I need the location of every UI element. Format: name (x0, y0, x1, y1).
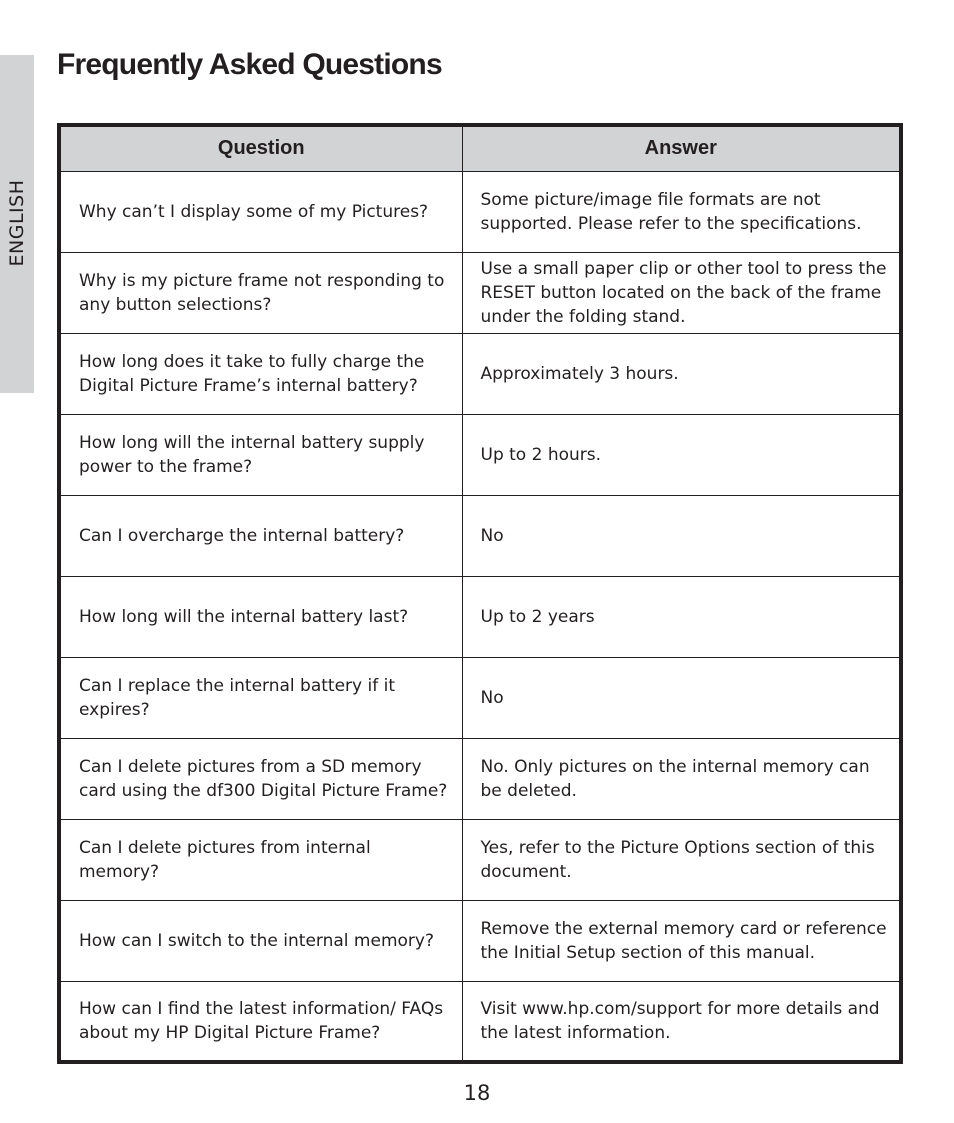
answer-cell: No. Only pictures on the internal memory can be deleted. (462, 738, 901, 819)
question-column-header: Question (59, 125, 462, 171)
table-row (59, 900, 901, 981)
table-row (59, 414, 901, 495)
table-row (59, 252, 901, 333)
question-cell: How long does it take to fully charge the Digital Picture Frame’s internal battery? (59, 333, 462, 414)
language-label: ENGLISH (6, 179, 28, 267)
question-cell: Can I overcharge the internal battery? (59, 495, 462, 576)
answer-cell: Yes, refer to the Picture Options section of this document. (462, 819, 901, 900)
table-row (59, 171, 901, 252)
answer-cell: Some picture/image file formats are not supported. Please refer to the specifications. (462, 171, 901, 252)
table-row (59, 657, 901, 738)
answer-cell: Up to 2 years (462, 576, 901, 657)
question-cell: How long will the internal battery last? (59, 576, 462, 657)
question-cell: How long will the internal battery supply power to the frame? (59, 414, 462, 495)
question-cell: Can I delete pictures from internal memory? (59, 819, 462, 900)
faq-table (57, 123, 903, 1064)
answer-cell: Use a small paper clip or other tool to press the RESET button located on the back of the frame under the folding stand. (462, 252, 901, 333)
question-cell: Can I delete pictures from a SD memory card using the df300 Digital Picture Frame? (59, 738, 462, 819)
table-row (59, 495, 901, 576)
answer-cell: Up to 2 hours. (462, 414, 901, 495)
table-row (59, 819, 901, 900)
page-number: 18 (463, 1081, 491, 1105)
question-cell: Why can’t I display some of my Pictures? (59, 171, 462, 252)
table-row (59, 981, 901, 1062)
table-row (59, 738, 901, 819)
question-cell: How can I find the latest information/ FAQs about my HP Digital Picture Frame? (59, 981, 462, 1062)
answer-cell: No (462, 495, 901, 576)
table-header-row (59, 125, 901, 171)
question-cell: Can I replace the internal battery if it expires? (59, 657, 462, 738)
answer-cell: Approximately 3 hours. (462, 333, 901, 414)
answer-column-header: Answer (462, 125, 901, 171)
answer-cell: Visit www.hp.com/support for more details and the latest information. (462, 981, 901, 1062)
question-cell: How can I switch to the internal memory? (59, 900, 462, 981)
page-title: Frequently Asked Questions (57, 48, 442, 81)
answer-cell: Remove the external memory card or reference the Initial Setup section of this manual. (462, 900, 901, 981)
answer-cell: No (462, 657, 901, 738)
question-cell: Why is my picture frame not responding to any button selections? (59, 252, 462, 333)
table-row (59, 333, 901, 414)
table-row (59, 576, 901, 657)
